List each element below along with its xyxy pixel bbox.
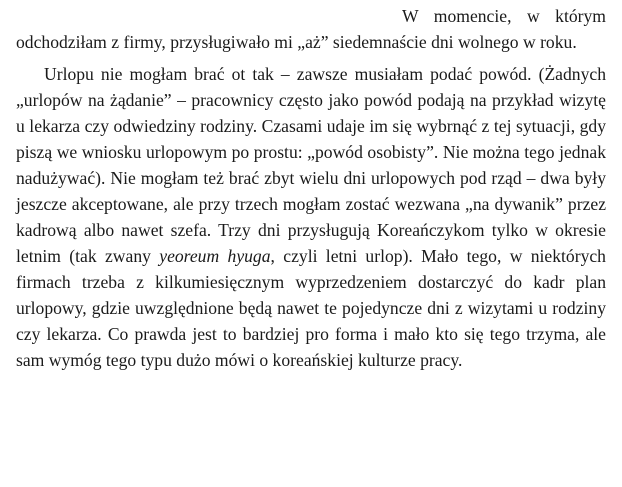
paragraph-2-text-start: Urlopu nie mogłam brać ot tak – zawsze musiałam podać powód. (Żadnych „urlopów na żądanie” – pracownicy często jako powód podają na przykład wizytę u lekarza czy odwiedziny rodziny. Czasami udaje im się wybrnąć z tej sytuacji, gdy piszą we wniosku urlopowym po prostu: „powód osobisty”. Nie można tego jednak nadużywać). Nie mogłam też brać zbyt wielu dni urlopowych pod rząd – dwa były jeszcze akceptowane, ale przy trzech mogłam zostać wezwana „na dywanik” przez kadrową albo nawet szefa. Trzy dni przysługują Koreańczykom tylko w okresie letnim (tak zwany xyxy=(16,64,606,266)
document-page xyxy=(16,3,606,373)
paragraph-2-text-end: , czyli letni urlop). Mało tego, w niektórych firmach trzeba z kilkumiesięcznym wyprzedzeniem dostarczyć do kadr plan urlopowy, gdzie uwzględnione będą nawet te pojedyncze dni z wizytami u rodziny czy lekarza. Co prawda jest to bardziej pro forma i mało kto się tego trzyma, ale sam wymóg tego typu dużo mówi o koreańskiej kulturze pracy. xyxy=(16,246,606,370)
paragraph-2 xyxy=(16,61,606,373)
paragraph-1: W momencie, w którym odchodziłam z firmy, przysługiwało mi „aż” siedemnaście dni wolnego w roku. xyxy=(16,6,606,52)
italic-term: yeoreum hyuga xyxy=(159,246,271,266)
